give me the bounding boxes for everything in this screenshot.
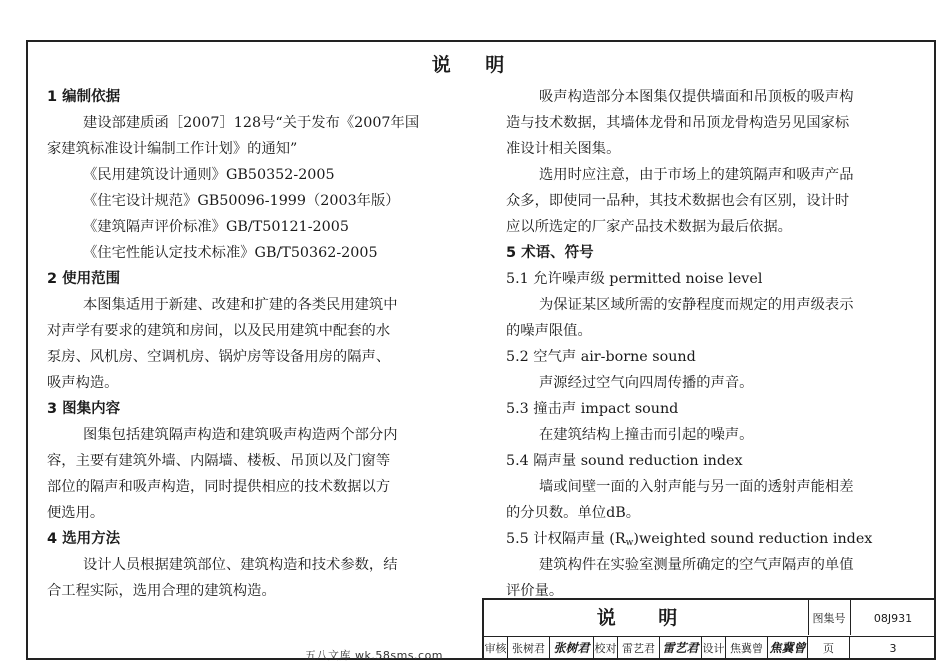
text-line: 造与技术数据，其墙体龙骨和吊顶龙骨构造另见国家标: [506, 115, 850, 131]
check-label: 校对: [594, 637, 618, 660]
text-line: 对声学有要求的建筑和房间，以及民用建筑中配套的水: [47, 323, 391, 339]
atlas-number-label: 图集号: [808, 600, 851, 635]
section-heading-terms: 5 术语、符号: [506, 245, 594, 261]
text-line: 的噪声限值。: [506, 323, 592, 339]
term-heading-prefix: 5.5 计权隔声量 (R: [506, 531, 626, 547]
section-heading-contents: 3 图集内容: [47, 401, 121, 417]
left-column: [47, 84, 465, 604]
section-heading-basis: 1 编制依据: [47, 89, 121, 105]
text-line: 《建筑隔声评价标准》GB/T50121-2005: [83, 219, 349, 235]
text-line: 的分贝数。单位dB。: [506, 505, 641, 521]
text-line: 图集包括建筑隔声构造和建筑吸声构造两个部分内: [83, 427, 398, 443]
text-line: 设计人员根据建筑部位、建筑构造和技术参数，结: [83, 557, 398, 573]
text-line: 部位的隔声和吸声构造，同时提供相应的技术数据以方: [47, 479, 391, 495]
text-line: 建设部建质函［2007］128号“关于发布《2007年国: [83, 115, 420, 131]
term-heading-suffix: )weighted sound reduction index: [633, 531, 873, 547]
reviewer-signature: 张树君: [550, 637, 594, 660]
text-line: 吸声构造部分本图集仅提供墙面和吊顶板的吸声构: [539, 89, 854, 105]
page-label: 页: [808, 637, 850, 660]
text-line: 声源经过空气向四周传播的声音。: [539, 375, 754, 391]
page-number: 3: [889, 642, 897, 655]
term-heading: 5.3 撞击声 impact sound: [506, 401, 679, 417]
term-heading: 5.4 隔声量 sound reduction index: [506, 453, 743, 469]
text-line: 选用时应注意，由于市场上的建筑隔声和吸声产品: [539, 167, 854, 183]
checker-signature: 雷艺君: [660, 637, 702, 660]
text-line: 吸声构造。: [47, 375, 119, 391]
text-line: 泵房、风机房、空调机房、锅炉房等设备用房的隔声、: [47, 349, 391, 365]
text-line: 便选用。: [47, 505, 105, 521]
text-line: 准设计相关图集。: [506, 141, 621, 157]
text-line: 《住宅设计规范》GB50096-1999（2003年版）: [83, 193, 400, 209]
designer-name: 焦冀曾: [726, 637, 768, 660]
text-line: 墙或间壁一面的入射声能与另一面的透射声能相差: [539, 479, 854, 495]
watermark: 五八文库 wk.58sms.com: [305, 649, 444, 662]
title-block-bottom-row: [484, 637, 936, 660]
text-line: 合工程实际，选用合理的建筑构造。: [47, 583, 276, 599]
page-title: 说 明: [431, 54, 519, 76]
title-block-top-row: [484, 600, 936, 637]
text-line: 建筑构件在实验室测量所确定的空气声隔声的单值: [539, 557, 854, 573]
term-heading: [506, 526, 910, 552]
text-line: 容，主要有建筑外墙、内隔墙、楼板、吊顶以及门窗等: [47, 453, 391, 469]
atlas-number: 08J931: [873, 612, 913, 625]
text-line: 众多，即使同一品种，其技术数据也会有区别，设计时: [506, 193, 850, 209]
title-block: [482, 598, 936, 660]
text-line: 《民用建筑设计通则》GB50352-2005: [83, 167, 335, 183]
review-label: 审核: [484, 637, 508, 660]
text-line: 《住宅性能认定技术标准》GB/T50362-2005: [83, 245, 378, 261]
design-label: 设计: [702, 637, 726, 660]
text-line: 为保证某区域所需的安静程度而规定的用声级表示: [539, 297, 854, 313]
section-heading-scope: 2 使用范围: [47, 271, 121, 287]
checker-name: 雷艺君: [618, 637, 660, 660]
text-line: 本图集适用于新建、改建和扩建的各类民用建筑中: [83, 297, 398, 313]
term-heading: 5.1 允许噪声级 permitted noise level: [506, 271, 763, 287]
text-line: 家建筑标准设计编制工作计划》的通知”: [47, 141, 298, 157]
section-heading-selection: 4 选用方法: [47, 531, 121, 547]
reviewer-name: 张树君: [508, 637, 550, 660]
subscript-w: w: [625, 538, 634, 548]
designer-signature: 焦冀曾: [768, 637, 808, 660]
text-line: 评价量。: [506, 583, 564, 599]
text-line: 应以所选定的厂家产品技术数据为最后依据。: [506, 219, 792, 235]
term-heading: 5.2 空气声 air-borne sound: [506, 349, 696, 365]
right-column: [506, 84, 910, 604]
text-line: 在建筑结构上撞击而引起的噪声。: [539, 427, 754, 443]
title-block-name: 说 明: [484, 600, 809, 635]
